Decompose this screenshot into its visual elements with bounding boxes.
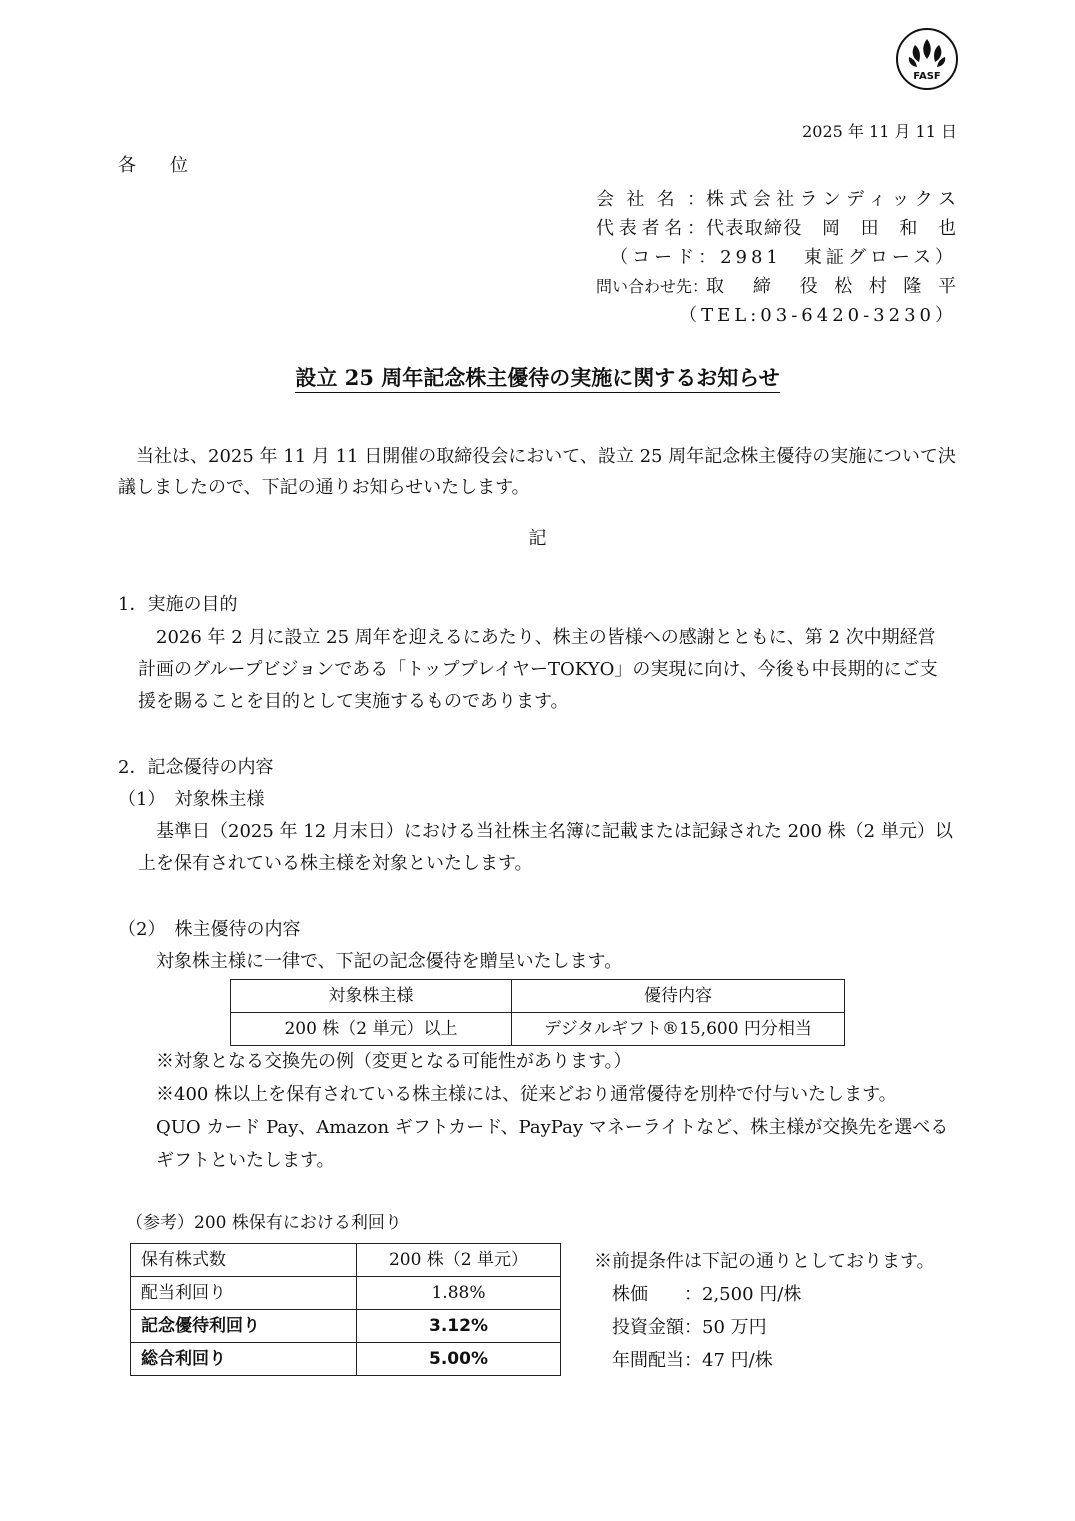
contact-label: 問い合わせ先：: [596, 276, 709, 296]
stock-code-line: （コード：2981 東証グロース）: [610, 246, 957, 268]
table-row: [131, 1244, 561, 1277]
intro-paragraph: 当社は、2025 年 11 月 11 日開催の取締役会において、設立 25 周年記念株主優待の実施について決議しましたので、下記の通りお知らせいたします。: [118, 446, 956, 498]
table-row: [231, 1013, 845, 1046]
logo-text: FASF: [913, 71, 941, 82]
fasf-logo: [895, 27, 959, 91]
notes-block: [156, 1045, 956, 1177]
issuer-block: [596, 185, 957, 330]
premise-line: 投資金額：50 万円: [612, 1317, 767, 1338]
table-header-cell: 対象株主様: [231, 980, 512, 1013]
table-row: [131, 1310, 561, 1343]
table-cell: 200 株（2 単元）以上: [231, 1013, 512, 1046]
document-title: [0, 365, 1075, 390]
representative-row: [596, 214, 957, 243]
table-cell: デジタルギフト®15,600 円分相当: [512, 1013, 845, 1046]
benefit-table: [230, 979, 845, 1046]
note-item: ※対象となる交換先の例（変更となる可能性があります。）: [156, 1051, 632, 1072]
company-label: 会 社 名 ：: [596, 188, 706, 210]
note-item: ※400 株以上を保有されている株主様には、従来どおり通常優待を別枠で付与いたします。: [156, 1084, 897, 1105]
table-cell: 200 株（2 単元）: [357, 1244, 561, 1277]
representative-name: 代表取締役 岡 田 和 也: [706, 217, 957, 239]
table-row: [131, 1277, 561, 1310]
table-header-cell: 優待内容: [512, 980, 845, 1013]
table-cell: 記念優待利回り: [131, 1310, 357, 1343]
fasf-logo-icon: [895, 27, 959, 91]
premise-line: 年間配当：47 円/株: [612, 1350, 773, 1371]
ki-marker: 記: [528, 528, 547, 549]
company-name: 株式会社ランディックス: [706, 188, 957, 210]
document-title-text: 設立 25 周年記念株主優待の実施に関するお知らせ: [295, 365, 779, 393]
premise-line: 株価 ：2,500 円/株: [612, 1284, 802, 1305]
company-row: [596, 185, 957, 214]
section1-body: 2026 年 2 月に設立 25 周年を迎えるにあたり、株主の皆様への感謝とともに、第 2 次中期経営計画のグループビジョンである「トッププレイヤーTOKYO」の実現に向け、今後も中長期的にご支援を賜ることを目的として実施するものであります。: [138, 627, 938, 712]
yield-table: [130, 1243, 561, 1376]
contact-name: 取 締 役 松 村 隆 平: [706, 275, 957, 297]
reference-caption: （参考）200 株保有における利回り: [126, 1213, 402, 1233]
telephone-line: （TEL:03-6420-3230）: [679, 304, 957, 326]
subsection2-heading: （2） 株主優待の内容: [118, 919, 301, 940]
table-header-row: [231, 980, 845, 1013]
subsection1-body: 基準日（2025 年 12 月末日）における当社株主名簿に記載または記録された 200 株（2 単元）以上を保有されている株主様を対象といたします。: [138, 821, 953, 874]
premise-heading: ※前提条件は下記の通りとしております。: [594, 1251, 935, 1272]
section1-heading: 1．実施の目的: [118, 594, 238, 615]
subsection1-heading: （1） 対象株主様: [118, 789, 265, 810]
table-cell: 保有株式数: [131, 1244, 357, 1277]
section2-heading: 2．記念優待の内容: [118, 757, 274, 778]
table-cell: 3.12%: [357, 1310, 561, 1343]
representative-label: 代表者名：: [596, 217, 706, 239]
contact-row: [596, 272, 957, 301]
note-item: QUO カード Pay、Amazon ギフトカード、PayPay マネーライトなど、株主様が交換先を選べるギフトといたします。: [156, 1117, 949, 1171]
addressee: 各 位: [118, 155, 196, 176]
table-cell: 配当利回り: [131, 1277, 357, 1310]
subsection2-body: 対象株主様に一律で、下記の記念優待を贈呈いたします。: [156, 951, 623, 972]
document-date: 2025 年 11 月 11 日: [802, 122, 957, 141]
table-cell: 1.88%: [357, 1277, 561, 1310]
table-cell: 総合利回り: [131, 1343, 357, 1376]
premise-block: [594, 1245, 935, 1377]
table-row: [131, 1343, 561, 1376]
table-cell: 5.00%: [357, 1343, 561, 1376]
